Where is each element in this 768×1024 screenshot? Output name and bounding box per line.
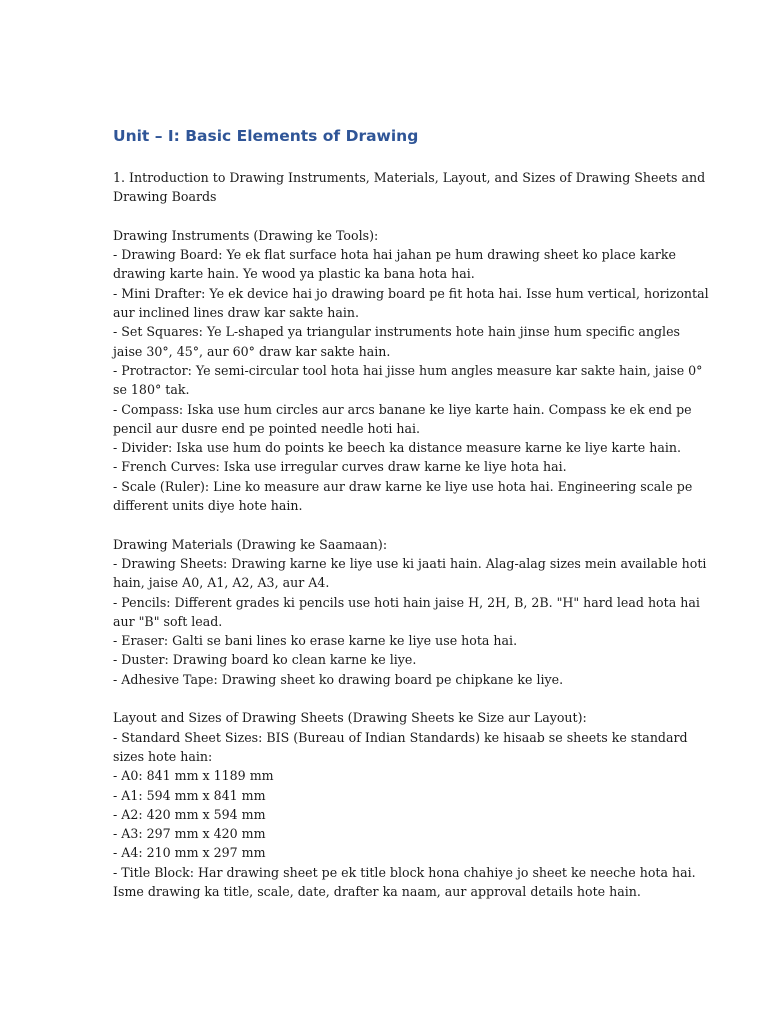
text-line: aur "B" soft lead. xyxy=(113,613,223,629)
text-line: - Standard Sheet Sizes: BIS (Bureau of Indian Standards) ke hisaab se sheets ke standard xyxy=(113,729,688,745)
text-line: 1. Introduction to Drawing Instruments, Materials, Layout, and Sizes of Drawing Sheets and xyxy=(113,170,706,185)
text-line: - A4: 210 mm x 297 mm xyxy=(113,845,266,861)
paragraph-break xyxy=(113,515,658,534)
text-line: - A1: 594 mm x 841 mm xyxy=(113,787,266,803)
text-line: jaise 30°, 45°, aur 60° draw kar sakte hain. xyxy=(113,343,391,359)
heading-spacer xyxy=(113,150,658,168)
text-line: - Divider: Iska use hum do points ke beech ka distance measure karne ke liye karte hain. xyxy=(113,440,681,456)
text-line: pencil aur dusre end pe pointed needle hoti hai. xyxy=(113,420,420,436)
text-line: - Eraser: Galti se bani lines ko erase karne ke liye use hota hai. xyxy=(113,633,518,649)
text-line: - Adhesive Tape: Drawing sheet ko drawing board pe chipkane ke liye. xyxy=(113,671,564,687)
text-line: drawing karte hain. Ye wood ya plastic ka bana hota hai. xyxy=(113,266,475,282)
text-line: - A2: 420 mm x 594 mm xyxy=(113,806,266,822)
paragraph-break xyxy=(113,207,658,226)
text-line: - Scale (Ruler): Line ko measure aur draw karne ke liye use hota hai. Engineering scale pe xyxy=(113,478,693,494)
text-line: hain, jaise A0, A1, A2, A3, aur A4. xyxy=(113,575,330,591)
text-line: - Mini Drafter: Ye ek device hai jo drawing board pe fit hota hai. Isse hum vertical, horizontal xyxy=(113,285,709,301)
text-line: se 180° tak. xyxy=(113,382,190,398)
text-line: - Pencils: Different grades ki pencils use hoti hain jaise H, 2H, B, 2B. "H" hard lead hota hai xyxy=(113,594,700,610)
text-line: - Drawing Board: Ye ek flat surface hota hai jahan pe hum drawing sheet ko place karke xyxy=(113,247,676,263)
text-line: Drawing Instruments (Drawing ke Tools): xyxy=(113,227,379,243)
text-line: - A0: 841 mm x 1189 mm xyxy=(113,768,274,784)
document-content xyxy=(113,122,709,901)
text-line: - French Curves: Iska use irregular curves draw karne ke liye hota hai. xyxy=(113,459,567,475)
text-line: - Compass: Iska use hum circles aur arcs banane ke liye karte hain. Compass ke ek end pe xyxy=(113,401,692,417)
text-line: Isme drawing ka title, scale, date, drafter ka naam, aur approval details hote hain. xyxy=(113,883,641,899)
body-text xyxy=(113,168,709,901)
text-line: different units diye hote hain. xyxy=(113,498,303,514)
text-line: aur inclined lines draw kar sakte hain. xyxy=(113,305,360,321)
text-line: - Set Squares: Ye L-shaped ya triangular instruments hote hain jinse hum specific angles xyxy=(113,324,681,340)
text-line: Drawing Boards xyxy=(113,189,217,205)
paragraph-break xyxy=(113,689,658,708)
text-line: - A3: 297 mm x 420 mm xyxy=(113,826,266,842)
text-line: - Duster: Drawing board ko clean karne ke liye. xyxy=(113,652,417,668)
page-title: Unit – I: Basic Elements of Drawing xyxy=(113,127,419,145)
text-line: Layout and Sizes of Drawing Sheets (Drawing Sheets ke Size aur Layout): xyxy=(113,710,587,726)
text-line: - Title Block: Har drawing sheet pe ek title block hona chahiye jo sheet ke neeche hota hai. xyxy=(113,864,696,880)
text-line: - Protractor: Ye semi-circular tool hota hai jisse hum angles measure kar sakte hain, jaise 0° xyxy=(113,362,703,378)
text-line: - Drawing Sheets: Drawing karne ke liye use ki jaati hain. Alag-alag sizes mein available hoti xyxy=(113,555,707,571)
text-line: sizes hote hain: xyxy=(113,748,213,764)
text-line: Drawing Materials (Drawing ke Saamaan): xyxy=(113,536,388,552)
